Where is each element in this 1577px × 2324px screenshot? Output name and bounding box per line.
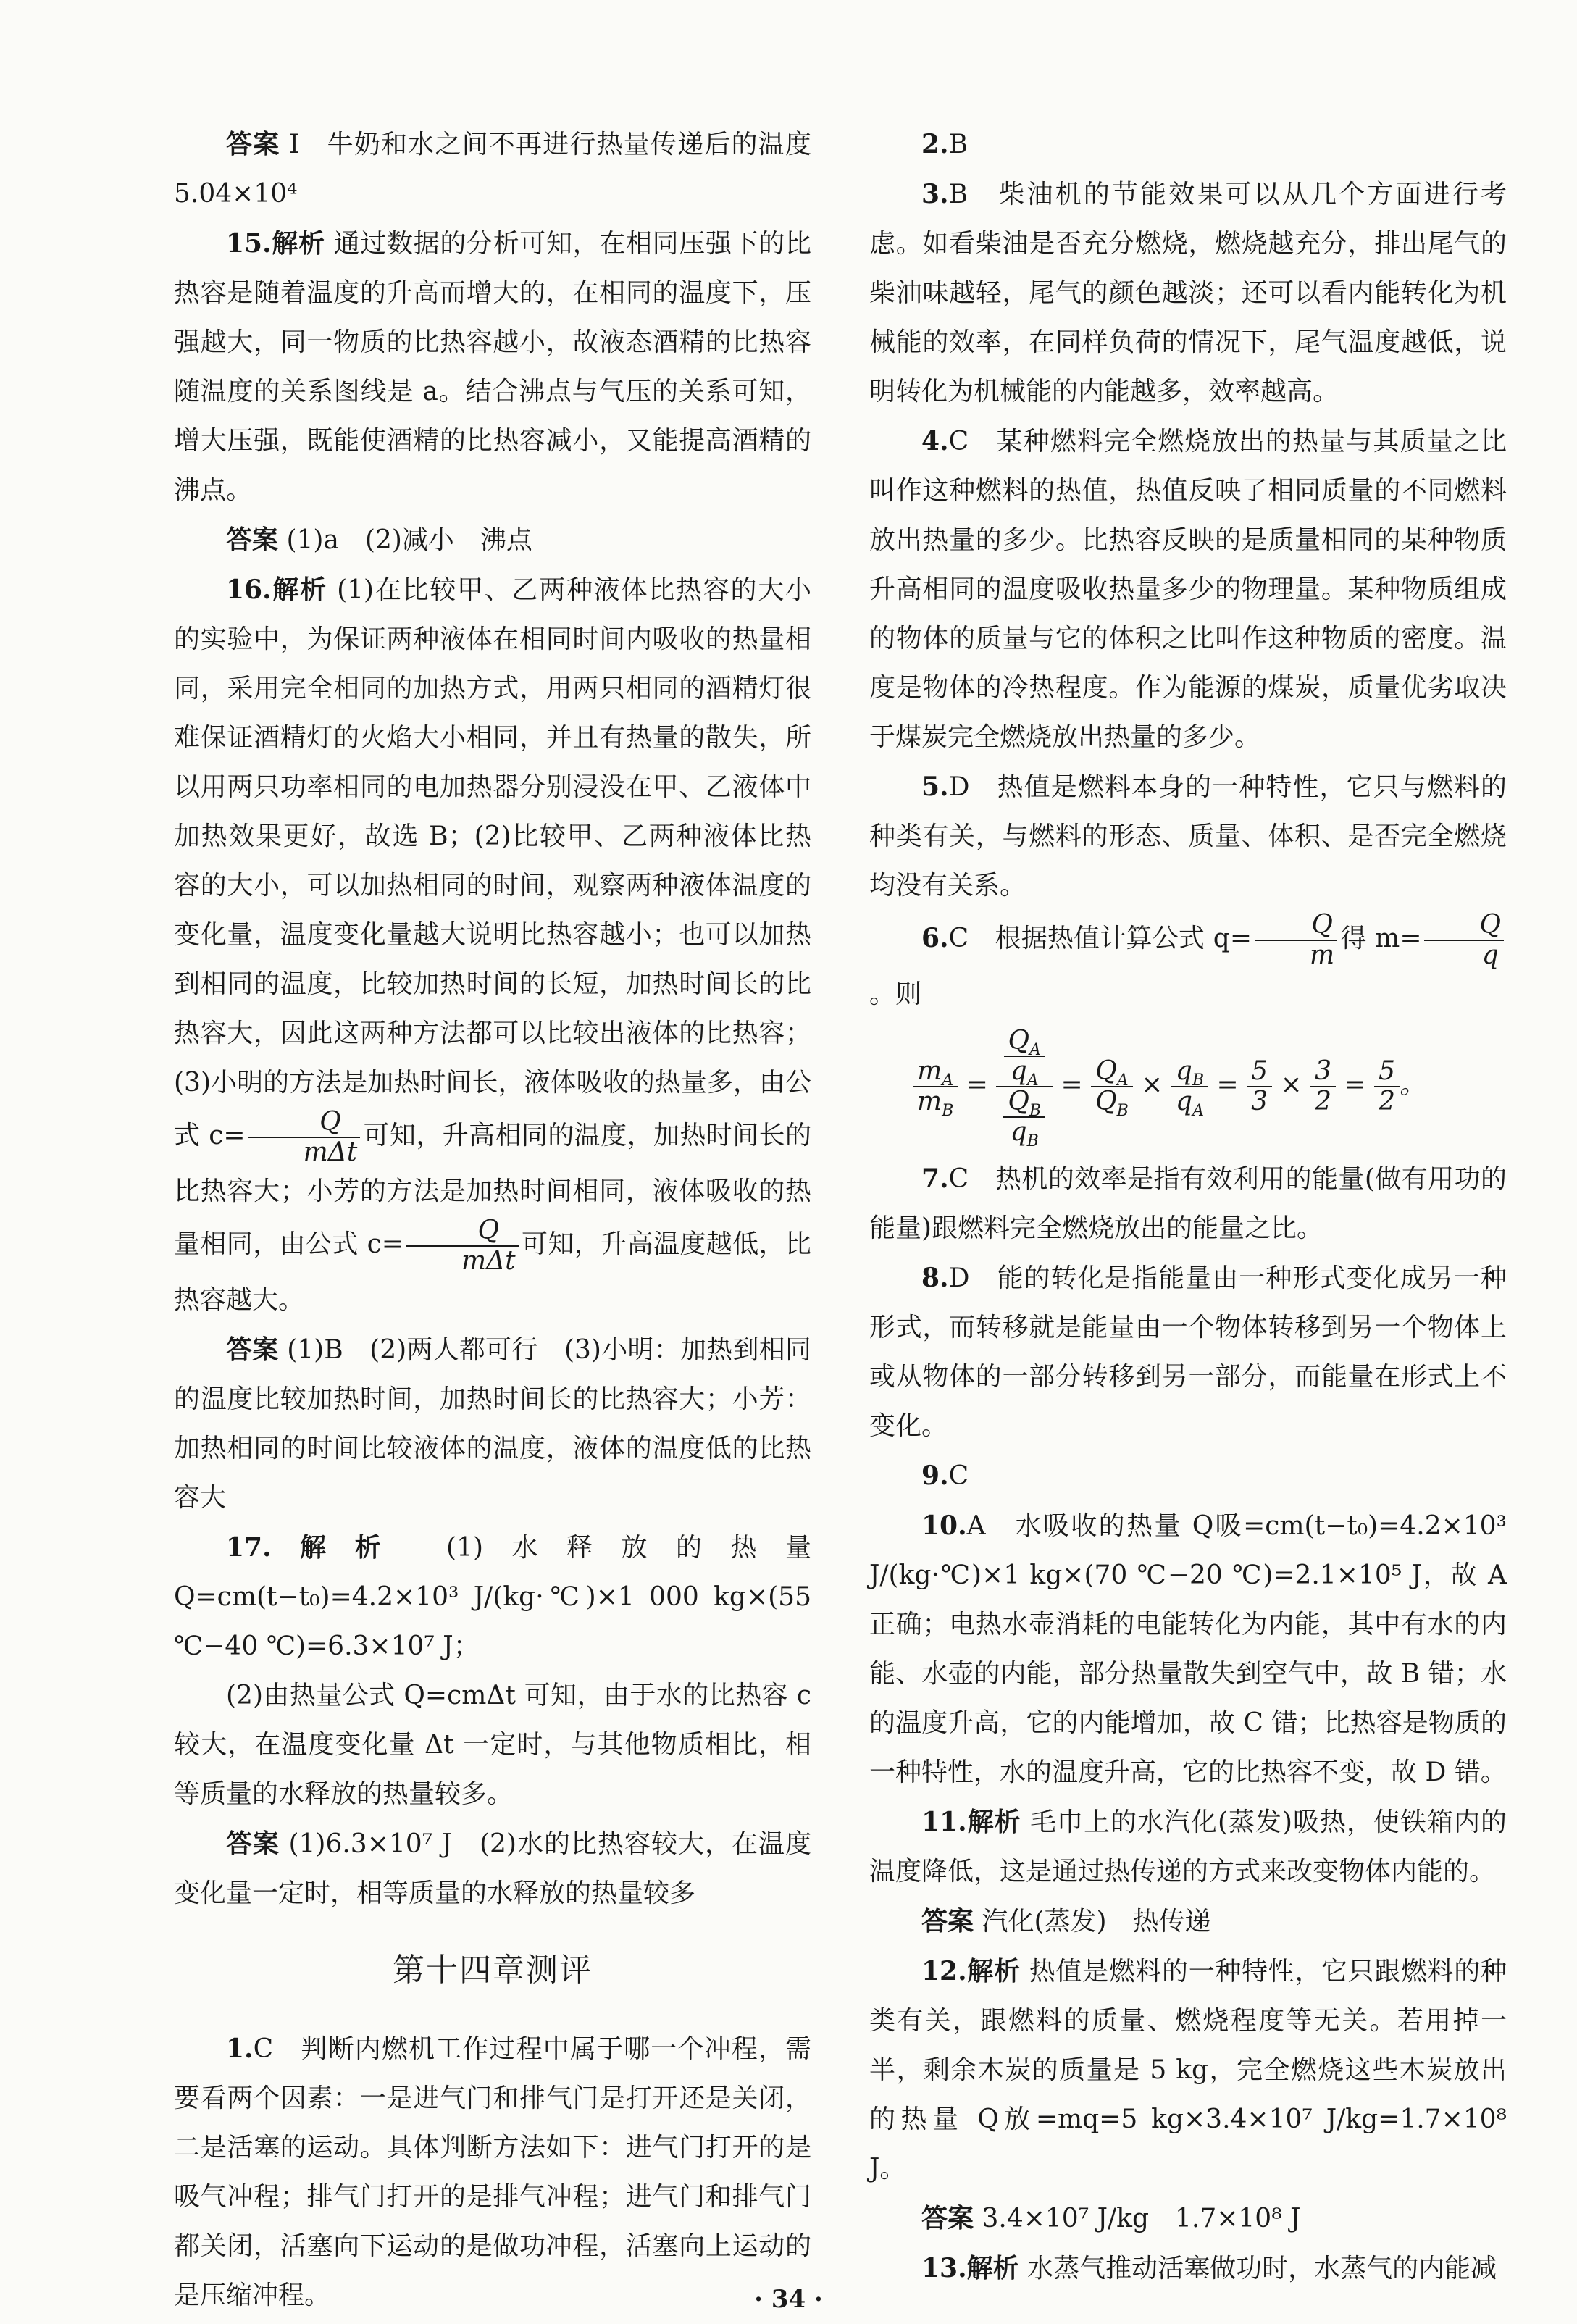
question-2: 2.B bbox=[921, 129, 969, 159]
analysis-13: 13.解析 水蒸气推动活塞做功时，水蒸气的内能减 bbox=[921, 2253, 1497, 2283]
answer-16: 答案 (1)B (2)两人都可行 (3)小明：加热到相同的温度比较加热时间，加热时间长的比热容大；小芳：加热相同的时间比较液体的温度，液体的温度低的比热容大 bbox=[174, 1334, 811, 1513]
answer-17: 答案 (1)6.3×10⁷ J (2)水的比热容较大，在温度变化量一定时，相等质量的水释放的热量较多 bbox=[174, 1828, 811, 1908]
fraction-q-over-mdt: $\frac{Q}{\text{mΔt}}$ bbox=[248, 1108, 361, 1167]
ratio-qa-qb: $\frac{Q_A}{Q_B}$ bbox=[1091, 1057, 1133, 1116]
analysis-16: 16.解析 (1)在比较甲、乙两种液体比热容的大小的实验中，为保证两种液体在相同时间内吸收的热量相同，采用完全相同的加热方式，用两只相同的酒精灯很难保证酒精灯的火焰大小相同，并且有热量的散失，所以用两只功率相同的电加热器分别浸没在甲、乙液体中加热效果更好，故选 B；(2)比较甲、乙两种液体比热容的大小，可以加热相同的时间，观察两种液体温度的变化量，温度变化量越大说明比热容越小；也可以加热到相同的温度，比较加热时间的长短，加热时间长的比热容大，因此这两种方法都可以比较出液体的比热容；(3)小明的方法是加热时间长，液体吸收的热量多，由公式 c= $\frac{Q}{\text{mΔt}}$ 可知，升高相同的温度，加热时间长的比热容大；小芳的方法是加热时间相同，液体吸收的热量相同，由公式 c= $\frac{Q}{\text{mΔt}}$ 可知，升高温度越低，比热容越大。 bbox=[174, 574, 811, 1315]
question-5: 5.D 热值是燃料本身的一种特性，它只与燃料的种类有关，与燃料的形态、质量、体积、是否完全燃烧均没有关系。 bbox=[869, 772, 1507, 900]
answer-15: 答案 (1)a (2)减小 沸点 bbox=[226, 524, 532, 555]
ratio-3-2: $\frac{3}{2}$ bbox=[1310, 1057, 1336, 1116]
question-9: 9.C bbox=[921, 1460, 969, 1491]
question-1: 1.C 判断内燃机工作过程中属于哪一个冲程，需要看两个因素：一是进气门和排气门是打开还是关闭，二是活塞的运动。具体判断方法如下：进气门打开的是吸气冲程；排气门打开的是排气冲程；进气门和排气门都关闭，活塞向下运动的是做功冲程，活塞向上运动的是压缩冲程。 bbox=[174, 2034, 811, 2310]
fraction-q-over-mdt-2: $\frac{Q}{\text{mΔt}}$ bbox=[406, 1216, 519, 1276]
ratio-5-3: $\frac{5}{3}$ bbox=[1247, 1057, 1272, 1116]
analysis-11: 11.解析 毛巾上的水汽化(蒸发)吸热，使铁箱内的温度降低，这是通过热传递的方式来改变物体内能的。 bbox=[869, 1807, 1507, 1886]
ratio-ma-mb: $\frac{m_A}{m_B}$ bbox=[913, 1057, 958, 1116]
question-7: 7.C 热机的效率是指有效利用的能量(做有用功的能量)跟燃料完全燃烧放出的能量之比。 bbox=[869, 1163, 1507, 1243]
mass-ratio-formula: $\frac{m_A}{m_B}$ = $\frac{\frac{Q_A}{q_A}}{\frac{Q_B}{q_B}}$ = $\frac{Q_A}{Q_B}$ × $\frac{q_B}{q_A}$ = $\frac{5}{3}$ × $\frac{3}{2}$ = $\frac{5}{2}$ 。 bbox=[913, 1027, 1507, 1147]
ratio-compound: $\frac{\frac{Q_A}{q_A}}{\frac{Q_B}{q_B}}$ bbox=[996, 1027, 1053, 1147]
question-8: 8.D 能的转化是指能量由一种形式变化成另一种形式，而转移就是能量由一个物体转移到另一个物体上或从物体的一部分转移到另一部分，而能量在形式上不变化。 bbox=[869, 1263, 1507, 1441]
analysis-17: 17.解析 (1)水释放的热量 Q=cm(t−t₀)=4.2×10³ J/(kg·℃)×1 000 kg×(55 ℃−40 ℃)=6.3×10⁷ J； bbox=[174, 1532, 811, 1661]
answer-12: 答案 3.4×10⁷ J/kg 1.7×10⁸ J bbox=[921, 2203, 1301, 2233]
right-column bbox=[869, 120, 1507, 2294]
analysis-17-part2: (2)由热量公式 Q=cmΔt 可知，由于水的比热容 c 较大，在温度变化量 Δt 一定时，与其他物质相比，相等质量的水释放的热量较多。 bbox=[174, 1681, 811, 1809]
question-10: 10.A 水吸收的热量 Q吸=cm(t−t₀)=4.2×10³ J/(kg·℃)×1 kg×(70 ℃−20 ℃)=2.1×10⁵ J，故 A 正确；电热水壶消耗的电能转化为内能，其中有水的内能、水壶的内能，部分热量散失到空气中，故 B 错；水的温度升高，它的内能增加，故 C 错；比热容是物质的一种特性，水的温度升高，它的比热容不变，故 D 错。 bbox=[869, 1510, 1507, 1787]
question-3: 3.B 柴油机的节能效果可以从几个方面进行考虑。如看柴油是否充分燃烧，燃烧越充分，排出尾气的柴油味越轻，尾气的颜色越淡；还可以看内能转化为机械能的效率，在同样负荷的情况下，尾气温度越低，说明转化为机械能的内能越多，效率越高。 bbox=[869, 179, 1507, 406]
answer-14: 答案 Ⅰ 牛奶和水之间不再进行热量传递后的温度 5.04×10⁴ bbox=[174, 129, 837, 209]
page-number: · 34 · bbox=[754, 2285, 823, 2314]
fraction-q-over-m: $\frac{Q}{m}$ bbox=[1255, 911, 1337, 970]
left-column bbox=[174, 120, 837, 2320]
chapter-title: 第十四章测评 bbox=[393, 1952, 593, 1989]
analysis-15: 15.解析 通过数据的分析可知，在相同压强下的比热容是随着温度的升高而增大的，在相同的温度下，压强越大，同一物质的比热容越小，故液态酒精的比热容随温度的关系图线是 a。结合沸点与气压的关系可知，增大压强，既能使酒精的比热容减小，又能提高酒精的沸点。 bbox=[174, 228, 811, 505]
question-6: 6.C 根据热值计算公式 q= $\frac{Q}{m}$ 得 m= $\frac{Q}{q}$ 。则 bbox=[869, 911, 1507, 1019]
ratio-qb-qa: $\frac{q_B}{q_A}$ bbox=[1171, 1057, 1208, 1116]
answer-11: 答案 汽化(蒸发) 热传递 bbox=[921, 1906, 1211, 1936]
question-4: 4.C 某种燃料完全燃烧放出的热量与其质量之比叫作这种燃料的热值，热值反映了相同质量的不同燃料放出热量的多少。比热容反映的是质量相同的某种物质升高相同的温度吸收热量多少的物理量。某种物质组成的物体的质量与它的体积之比叫作这种物质的密度。温度是物体的冷热程度。作为能源的煤炭，质量优劣取决于煤炭完全燃烧放出热量的多少。 bbox=[869, 426, 1507, 752]
ratio-5-2: $\frac{5}{2}$ bbox=[1374, 1057, 1400, 1116]
fraction-q-over-q: $\frac{Q}{q}$ bbox=[1424, 911, 1504, 970]
analysis-12: 12.解析 热值是燃料的一种特性，它只跟燃料的种类有关，跟燃料的质量、燃烧程度等无关。若用掉一半，剩余木炭的质量是 5 kg，完全燃烧这些木炭放出的热量 Q放=mq=5 kg×3.4×10⁷ J/kg=1.7×10⁸ J。 bbox=[869, 1956, 1507, 2183]
